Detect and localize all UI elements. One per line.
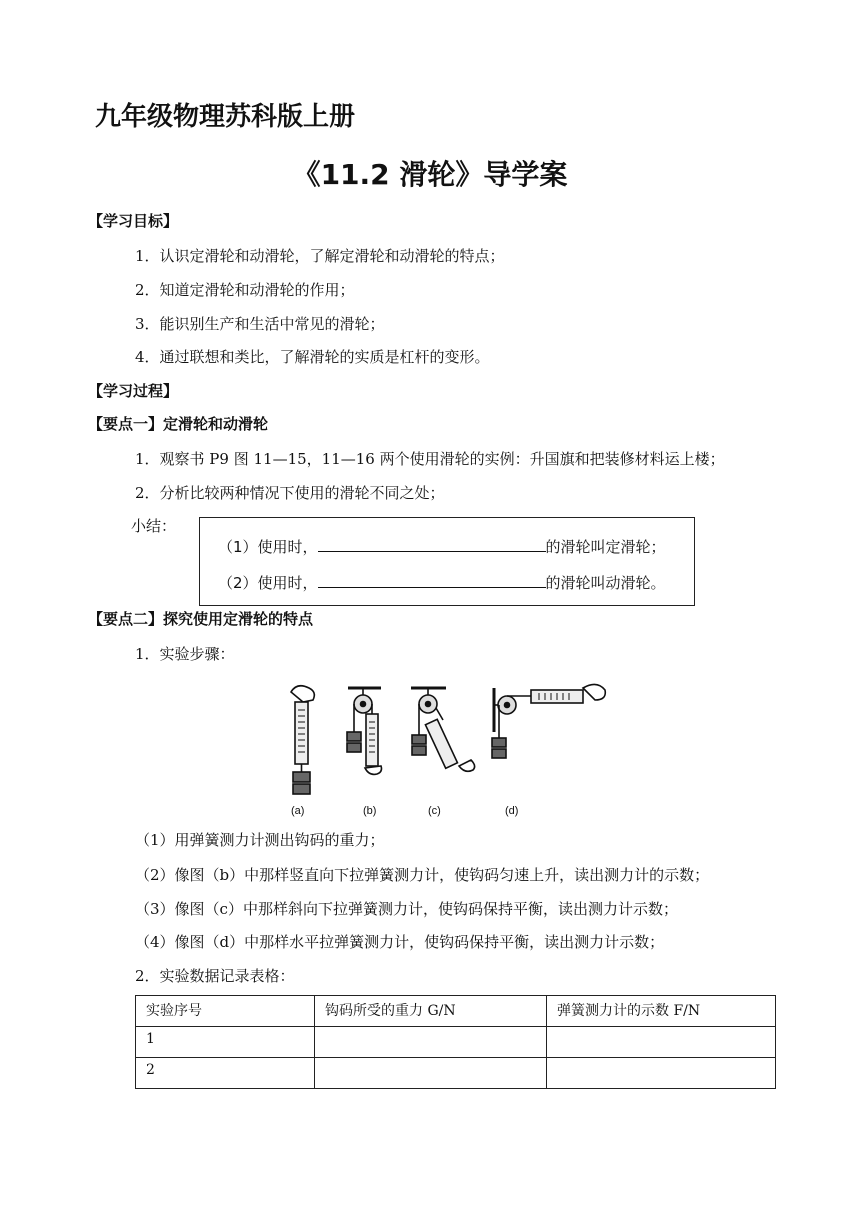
step-2: （2）像图（b）中那样竖直向下拉弹簧测力计，使钩码匀速上升，读出测力计的示数； — [135, 866, 710, 884]
doc-title: 九年级物理苏科版上册 — [95, 102, 356, 132]
figure-label-d: (d) — [505, 805, 519, 817]
summary-row-1-suffix: 的滑轮叫定滑轮； — [545, 538, 666, 556]
goal-item-2: 2．知道定滑轮和动滑轮的作用； — [135, 281, 355, 299]
table-cell[interactable] — [547, 1058, 776, 1089]
data-record-table — [135, 995, 776, 1089]
table-header-cell: 实验序号 — [136, 996, 315, 1027]
table-heading: 2．实验数据记录表格： — [135, 967, 295, 985]
table-cell: 1 — [136, 1027, 315, 1058]
figure-b-fixed-pulley — [347, 688, 382, 774]
figure-a-spring-scale — [291, 686, 314, 794]
goal-item-1: 1．认识定滑轮和动滑轮，了解定滑轮和动滑轮的特点； — [135, 247, 505, 265]
figure-label-b: (b) — [363, 805, 377, 817]
table-row — [136, 1058, 776, 1089]
summary-row-2-prefix: （2）使用时， — [218, 574, 318, 592]
step-4: （4）像图（d）中那样水平拉弹簧测力计，使钩码保持平衡，读出测力计示数； — [135, 933, 665, 951]
step-3: （3）像图（c）中那样斜向下拉弹簧测力计，使钩码保持平衡，读出测力计示数； — [135, 900, 678, 918]
table-header-row — [136, 996, 776, 1027]
table-header-cell: 钩码所受的重力 G/N — [315, 996, 547, 1027]
step-heading: 1．实验步骤： — [135, 645, 235, 663]
point1-item-2: 2．分析比较两种情况下使用的滑轮不同之处； — [135, 484, 445, 502]
point1-heading: 【要点一】定滑轮和动滑轮 — [88, 415, 269, 433]
figure-label-c: (c) — [428, 805, 441, 817]
figure-d-fixed-pulley — [492, 684, 605, 758]
table-cell[interactable] — [547, 1027, 776, 1058]
figure-c-fixed-pulley — [411, 688, 475, 771]
goals-heading: 【学习目标】 — [88, 212, 179, 230]
point1-item-1: 1．观察书 P9 图 11—15，11—16 两个使用滑轮的实例：升国旗和把装修材料运上楼； — [135, 450, 725, 468]
summary-box — [199, 517, 695, 606]
table-cell[interactable] — [315, 1027, 547, 1058]
summary-row-1 — [218, 536, 666, 557]
summary-row-2-suffix: 的滑轮叫动滑轮。 — [545, 574, 666, 592]
summary-blank-2[interactable] — [318, 573, 546, 588]
process-heading: 【学习过程】 — [88, 382, 179, 400]
summary-blank-1[interactable] — [318, 537, 546, 552]
summary-row-1-prefix: （1）使用时， — [218, 538, 318, 556]
table-header-cell: 弹簧测力计的示数 F/N — [547, 996, 776, 1027]
table-cell: 2 — [136, 1058, 315, 1089]
step-1: （1）用弹簧测力计测出钩码的重力； — [135, 831, 385, 849]
summary-label: 小结： — [131, 517, 177, 535]
point2-heading: 【要点二】探究使用定滑轮的特点 — [88, 610, 314, 628]
table-cell[interactable] — [315, 1058, 547, 1089]
figure-label-a: (a) — [291, 805, 305, 817]
table-row — [136, 1027, 776, 1058]
lesson-title: 《11.2 滑轮》导学案 — [292, 158, 568, 191]
pulley-experiment-figure — [283, 680, 613, 820]
goal-item-4: 4．通过联想和类比，了解滑轮的实质是杠杆的变形。 — [135, 348, 490, 366]
goal-item-3: 3．能识别生产和生活中常见的滑轮； — [135, 315, 385, 333]
summary-row-2 — [218, 572, 666, 593]
